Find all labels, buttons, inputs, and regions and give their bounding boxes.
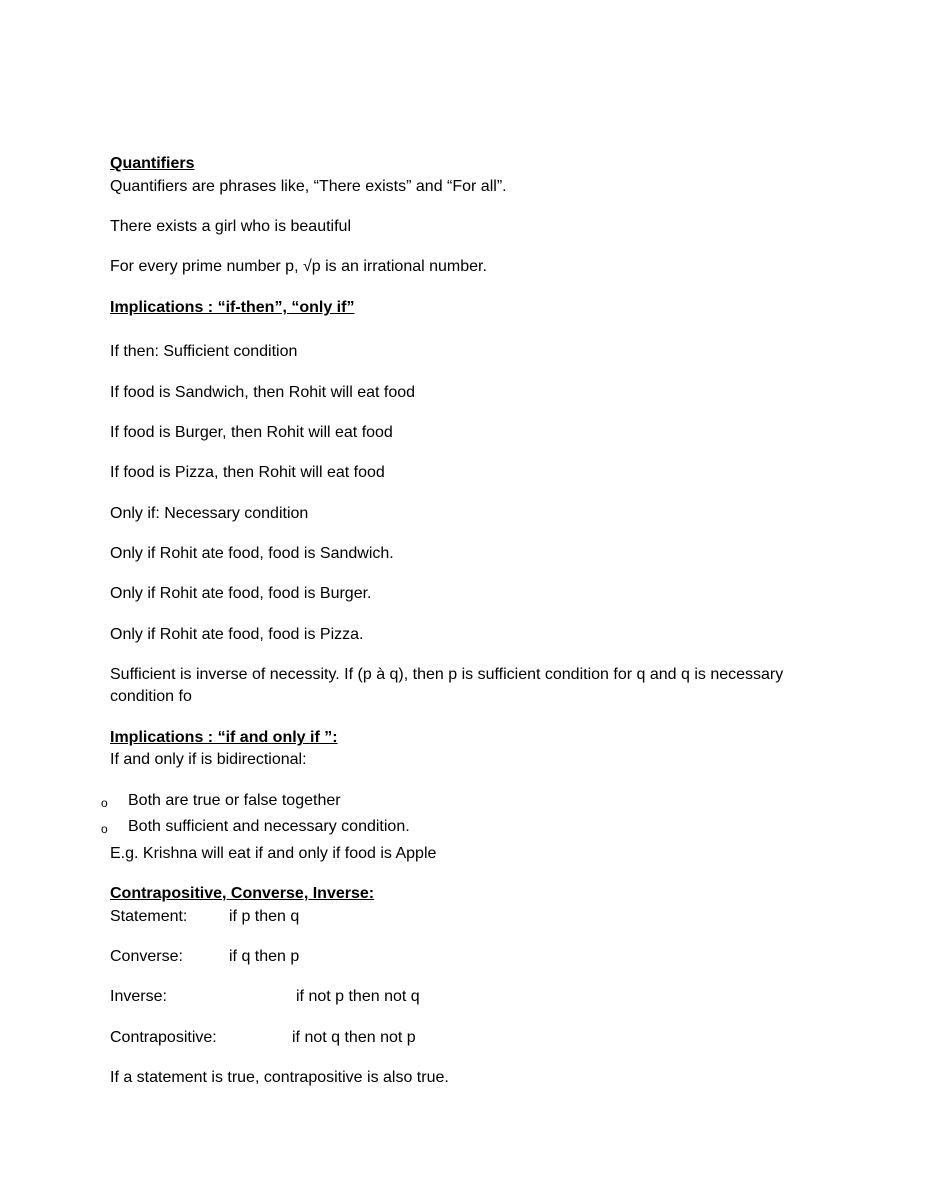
contrapositive-conclusion: If a statement is true, contrapositive is also true.	[110, 1069, 449, 1086]
converse-label: Converse:	[110, 948, 183, 965]
iff-bullet-item: Both are true or false together	[128, 792, 341, 809]
iff-bullet-item: Both sufficient and necessary condition.	[128, 818, 410, 835]
implications-iff-heading: Implications : “if and only if ”:	[110, 729, 338, 746]
if-then-example: If food is Pizza, then Rohit will eat food	[110, 464, 385, 481]
iff-example: E.g. Krishna will eat if and only if food is Apple	[110, 845, 437, 862]
sufficiency-summary-line-2: condition fo	[110, 688, 192, 705]
if-then-title: If then: Sufficient condition	[110, 343, 298, 360]
only-if-example: Only if Rohit ate food, food is Sandwich.	[110, 545, 394, 562]
iff-intro: If and only if is bidirectional:	[110, 751, 307, 768]
quantifiers-example-1: There exists a girl who is beautiful	[110, 218, 351, 235]
converse-value: if q then p	[229, 948, 300, 965]
implications-if-then-heading: Implications : “if-then”, “only if”	[110, 299, 355, 316]
contrapositive-label: Contrapositive:	[110, 1029, 217, 1046]
bullet-circle-icon: o	[101, 796, 108, 810]
statement-label: Statement:	[110, 908, 188, 925]
inverse-value: if not p then not q	[296, 988, 420, 1005]
inverse-label: Inverse:	[110, 988, 167, 1005]
contrapositive-value: if not q then not p	[292, 1029, 416, 1046]
quantifiers-heading: Quantifiers	[110, 155, 195, 172]
quantifiers-intro: Quantifiers are phrases like, “There exists” and “For all”.	[110, 178, 507, 195]
sufficiency-summary-line-1: Sufficient is inverse of necessity. If (p à q), then p is sufficient condition for q and q is necessary	[110, 666, 784, 683]
only-if-example: Only if Rohit ate food, food is Pizza.	[110, 626, 364, 643]
only-if-example: Only if Rohit ate food, food is Burger.	[110, 585, 372, 602]
if-then-example: If food is Sandwich, then Rohit will eat food	[110, 384, 416, 401]
contrapositive-heading: Contrapositive, Converse, Inverse:	[110, 885, 375, 902]
bullet-circle-icon: o	[101, 822, 108, 836]
quantifiers-example-2: For every prime number p, √p is an irrational number.	[110, 258, 487, 275]
if-then-example: If food is Burger, then Rohit will eat food	[110, 424, 393, 441]
statement-value: if p then q	[229, 908, 300, 925]
only-if-title: Only if: Necessary condition	[110, 505, 309, 522]
